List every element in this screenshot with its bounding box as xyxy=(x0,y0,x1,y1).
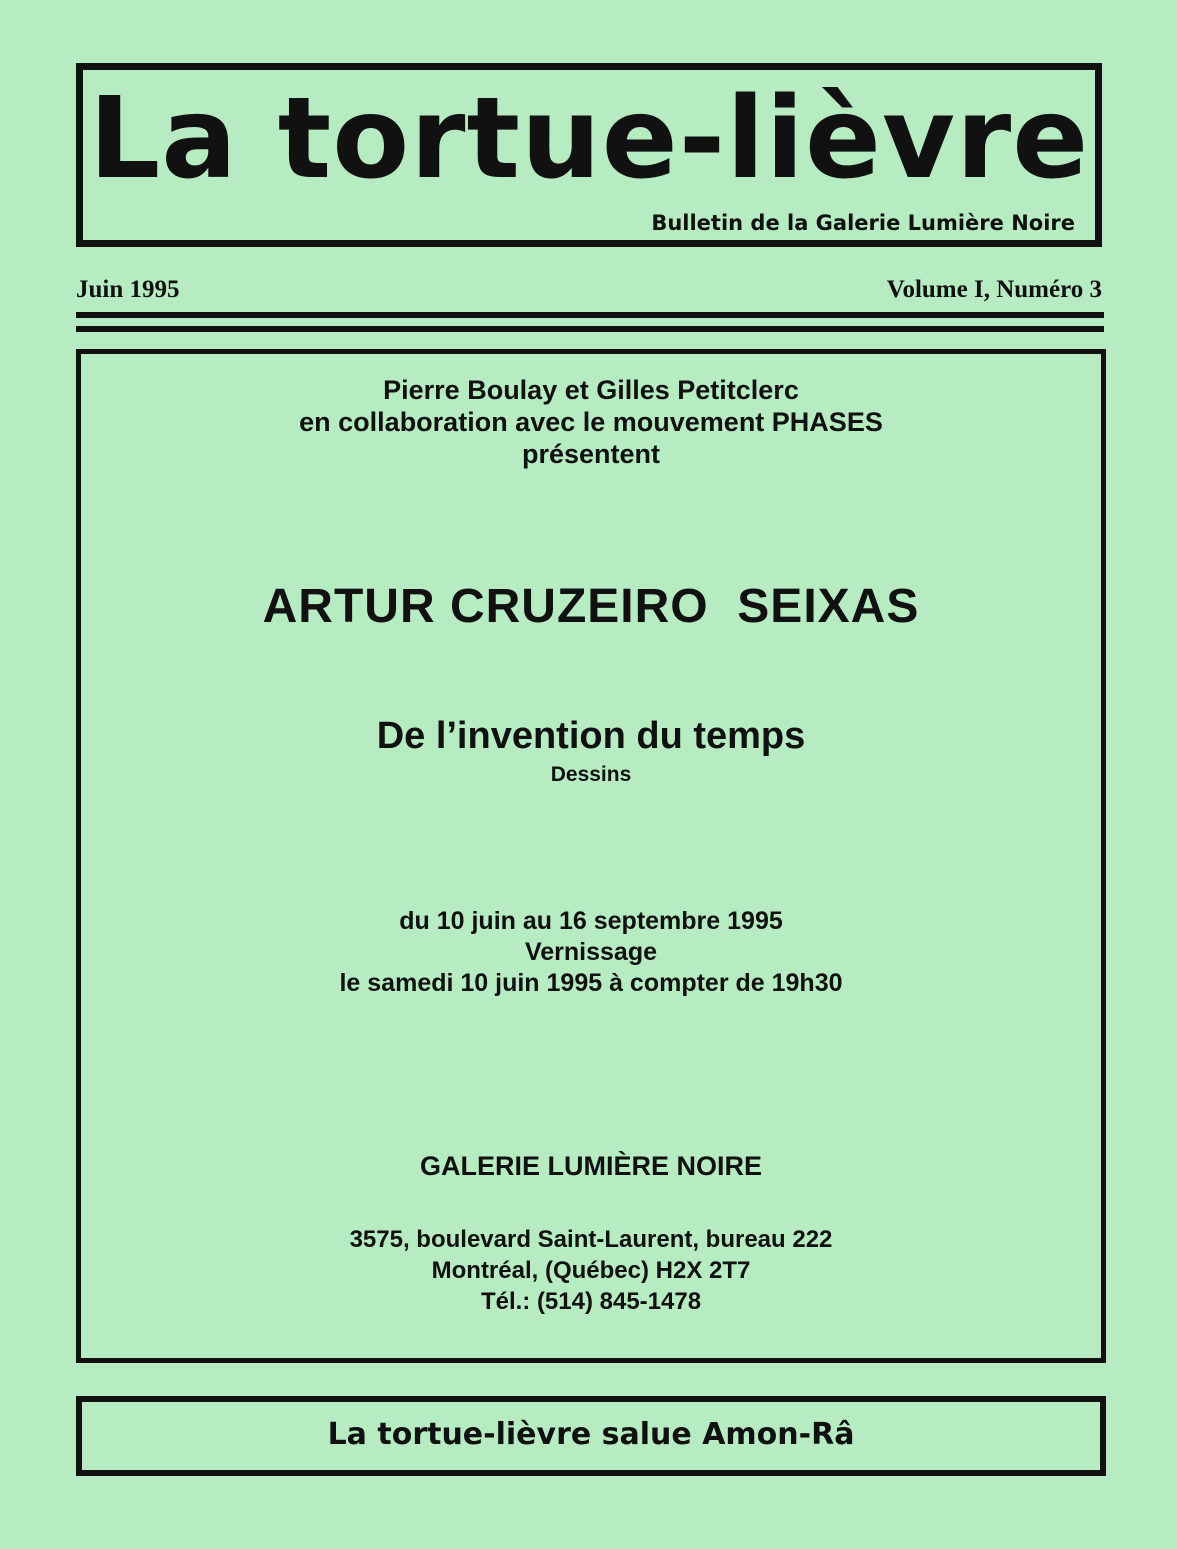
exhibition-title: De l’invention du temps xyxy=(376,715,806,757)
newsletter-title: La tortue-lièvre xyxy=(88,74,1090,204)
address-street: 3575, boulevard Saint-Laurent, bureau 222 xyxy=(349,1226,833,1253)
issue-dateline xyxy=(76,275,1102,305)
newsletter-subtitle: Bulletin de la Galerie Lumière Noire xyxy=(651,211,1075,235)
dates-line: du 10 juin au 16 septembre 1995 xyxy=(399,907,783,935)
issue-date: Juin 1995 xyxy=(76,276,180,303)
footer-banner xyxy=(76,1396,1106,1476)
vernissage-date: le samedi 10 juin 1995 à compter de 19h30 xyxy=(339,969,843,997)
artist-name: ARTUR CRUZEIRO SEIXAS xyxy=(262,580,920,633)
gallery-name: GALERIE LUMIÈRE NOIRE xyxy=(419,1151,763,1181)
divider-rule xyxy=(76,326,1104,332)
address-phone: Tél.: (514) 845-1478 xyxy=(480,1288,702,1315)
exhibition-medium: Dessins xyxy=(550,763,632,786)
exhibition-dates xyxy=(81,906,1101,999)
presenters-block xyxy=(81,374,1101,470)
gallery-address xyxy=(81,1224,1101,1317)
footer-headline: La tortue-lièvre salue Amon-Râ xyxy=(327,1417,855,1452)
address-city: Montréal, (Québec) H2X 2T7 xyxy=(431,1257,751,1284)
masthead xyxy=(76,63,1102,247)
issue-volume: Volume I, Numéro 3 xyxy=(886,276,1102,303)
vernissage-label: Vernissage xyxy=(524,938,658,966)
presenters-line: présentent xyxy=(521,439,661,469)
divider-rule xyxy=(76,312,1104,318)
exhibition-announcement xyxy=(76,349,1106,1363)
presenters-line: en collaboration avec le mouvement PHASES xyxy=(299,407,883,437)
presenters-line: Pierre Boulay et Gilles Petitclerc xyxy=(383,375,799,405)
